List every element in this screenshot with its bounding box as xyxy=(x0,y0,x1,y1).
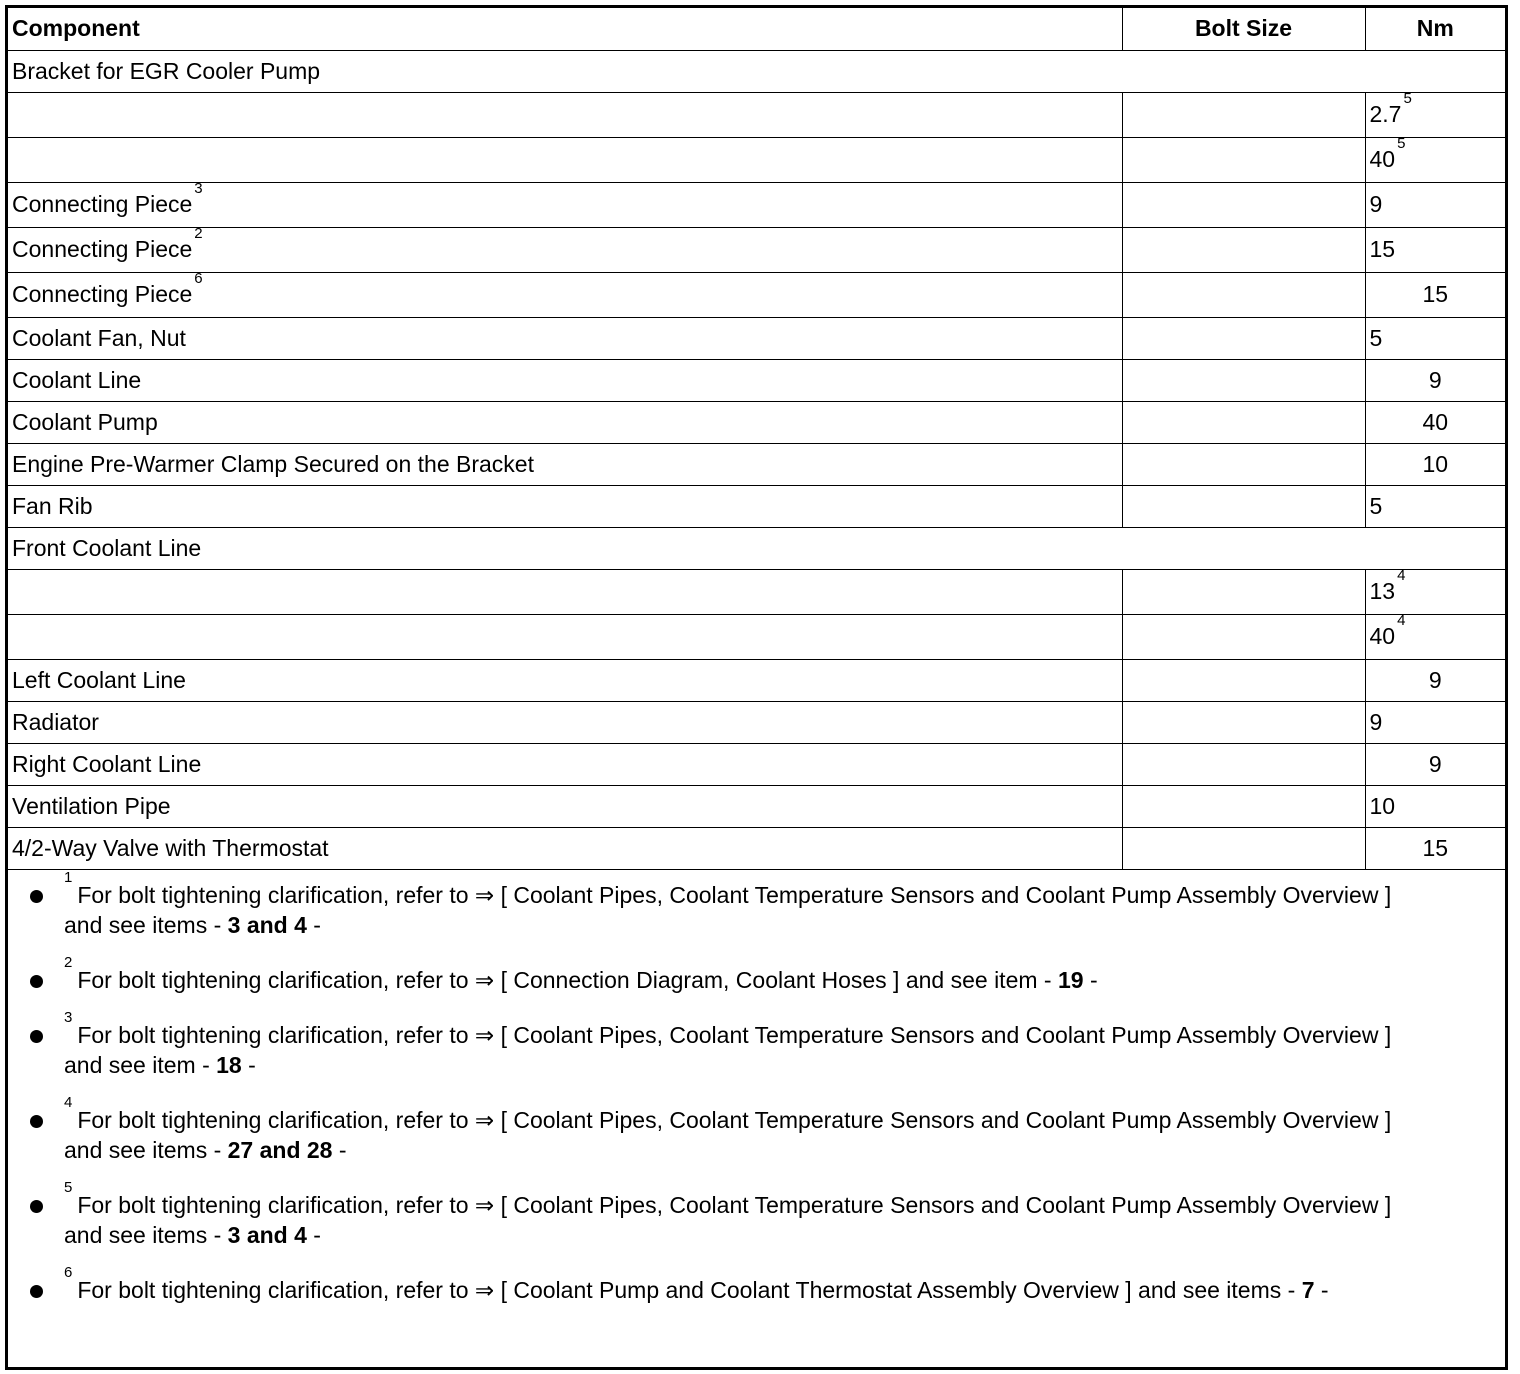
footnote-number: 2 xyxy=(64,953,73,971)
cell-bolt-size xyxy=(1122,272,1365,317)
footnote-item-ref: 27 and 28 xyxy=(227,1136,333,1163)
table-row xyxy=(8,92,1505,137)
group-label: Bracket for EGR Cooler Pump xyxy=(8,50,1505,92)
footnote-item-ref: 7 xyxy=(1301,1276,1315,1303)
footnote-ref: 4 xyxy=(1397,569,1406,584)
footnote-ref: 5 xyxy=(1403,92,1412,107)
cell-component xyxy=(8,182,1122,227)
component-text: Coolant Fan, Nut xyxy=(12,324,186,351)
footnote-ref: 5 xyxy=(1397,137,1406,152)
torque-table xyxy=(8,8,1505,870)
group-row xyxy=(8,50,1505,92)
footnote-end: - xyxy=(241,1051,256,1078)
cell-component xyxy=(8,701,1122,743)
cell-nm xyxy=(1365,182,1505,227)
nm-value: 40 xyxy=(1369,623,1396,649)
table-row xyxy=(8,443,1505,485)
footnote-number: 6 xyxy=(64,1263,73,1281)
cell-component xyxy=(8,443,1122,485)
nm-value: 15 xyxy=(1422,281,1449,307)
component-text: Connecting Piece xyxy=(12,281,193,307)
cell-nm xyxy=(1365,827,1505,869)
footnote-text: For bolt tightening clarification, refer to ⇒ [ Coolant Pipes, Coolant Temperature Sensors and Coolant Pump Assembly Overview ] and see items - xyxy=(64,1191,1392,1248)
component-text: Coolant Line xyxy=(12,366,142,393)
cell-nm xyxy=(1365,317,1505,359)
cell-component xyxy=(8,785,1122,827)
bullet-icon xyxy=(30,1030,43,1043)
group-label: Front Coolant Line xyxy=(8,527,1505,569)
nm-value: 5 xyxy=(1369,492,1383,519)
nm-value: 15 xyxy=(1369,236,1396,262)
cell-bolt-size xyxy=(1122,401,1365,443)
cell-nm xyxy=(1365,272,1505,317)
torque-spec-sheet xyxy=(5,5,1508,1370)
footnote-item-ref: 3 and 4 xyxy=(227,1221,307,1248)
bullet-icon xyxy=(30,975,43,988)
cell-nm xyxy=(1365,659,1505,701)
cell-component xyxy=(8,359,1122,401)
table-row xyxy=(8,485,1505,527)
footnote-text: For bolt tightening clarification, refer to ⇒ [ Coolant Pipes, Coolant Temperature Sensors and Coolant Pump Assembly Overview ] and see items - xyxy=(64,881,1392,938)
cell-bolt-size xyxy=(1122,743,1365,785)
cell-nm xyxy=(1365,227,1505,272)
footnote-item-ref: 3 and 4 xyxy=(227,911,307,938)
table-row xyxy=(8,569,1505,614)
cell-component xyxy=(8,614,1122,659)
component-text: Right Coolant Line xyxy=(12,750,202,777)
cell-nm xyxy=(1365,701,1505,743)
footnote-end: - xyxy=(306,911,321,938)
cell-nm xyxy=(1365,443,1505,485)
nm-value: 2.7 xyxy=(1369,101,1402,127)
component-text: Fan Rib xyxy=(12,492,93,519)
nm-value: 40 xyxy=(1369,146,1396,172)
cell-nm xyxy=(1365,401,1505,443)
footnote-text: For bolt tightening clarification, refer to ⇒ [ Coolant Pump and Coolant Thermostat Assembly Overview ] and see items - xyxy=(77,1276,1302,1303)
header-nm: Nm xyxy=(1365,8,1505,50)
footnote-end: - xyxy=(1314,1276,1329,1303)
cell-bolt-size xyxy=(1122,443,1365,485)
cell-component xyxy=(8,137,1122,182)
cell-nm xyxy=(1365,614,1505,659)
nm-value: 9 xyxy=(1428,366,1442,393)
bullet-icon xyxy=(30,890,43,903)
table-row xyxy=(8,701,1505,743)
footnote-list xyxy=(8,870,1505,1305)
cell-nm xyxy=(1365,137,1505,182)
table-row xyxy=(8,614,1505,659)
footnote-number: 4 xyxy=(64,1093,73,1111)
header-bolt-size: Bolt Size xyxy=(1122,8,1365,50)
bullet-icon xyxy=(30,1115,43,1128)
cell-nm xyxy=(1365,485,1505,527)
footnote-item xyxy=(8,1263,1505,1305)
footnote-ref: 4 xyxy=(1397,614,1406,629)
nm-value: 10 xyxy=(1369,792,1396,819)
nm-value: 13 xyxy=(1369,578,1396,604)
table-row xyxy=(8,401,1505,443)
nm-value: 40 xyxy=(1422,408,1449,435)
table-header-row xyxy=(8,8,1505,50)
bullet-icon xyxy=(30,1285,43,1298)
nm-value: 9 xyxy=(1428,666,1442,693)
nm-value: 9 xyxy=(1428,750,1442,777)
footnote-end: - xyxy=(306,1221,321,1248)
table-row xyxy=(8,827,1505,869)
footnote-ref: 2 xyxy=(194,227,203,242)
header-component: Component xyxy=(8,8,1122,50)
cell-component xyxy=(8,92,1122,137)
cell-component xyxy=(8,659,1122,701)
table-row xyxy=(8,659,1505,701)
cell-component xyxy=(8,827,1122,869)
footnote-end: - xyxy=(1083,966,1098,993)
table-row xyxy=(8,227,1505,272)
component-text: Radiator xyxy=(12,708,99,735)
footnote-text: For bolt tightening clarification, refer to ⇒ [ Connection Diagram, Coolant Hoses ] and see item - xyxy=(77,966,1058,993)
footnote-ref: 6 xyxy=(194,272,203,287)
component-text: 4/2-Way Valve with Thermostat xyxy=(12,834,329,861)
footnote-item-ref: 19 xyxy=(1057,966,1084,993)
nm-value: 15 xyxy=(1422,834,1449,861)
table-row xyxy=(8,137,1505,182)
cell-bolt-size xyxy=(1122,701,1365,743)
footnote-item xyxy=(8,1008,1505,1080)
footnote-item xyxy=(8,1178,1505,1250)
cell-bolt-size xyxy=(1122,614,1365,659)
footnote-text: For bolt tightening clarification, refer to ⇒ [ Coolant Pipes, Coolant Temperature Sensors and Coolant Pump Assembly Overview ] and see item - xyxy=(64,1021,1392,1078)
cell-bolt-size xyxy=(1122,827,1365,869)
cell-nm xyxy=(1365,359,1505,401)
cell-component xyxy=(8,272,1122,317)
component-text: Connecting Piece xyxy=(12,191,193,217)
footnote-item xyxy=(8,1093,1505,1165)
table-row xyxy=(8,182,1505,227)
footnote-number: 3 xyxy=(64,1008,73,1026)
footnote-item-ref: 18 xyxy=(216,1051,242,1078)
cell-nm xyxy=(1365,743,1505,785)
footnote-item xyxy=(8,868,1505,940)
table-row xyxy=(8,785,1505,827)
cell-nm xyxy=(1365,569,1505,614)
cell-component xyxy=(8,317,1122,359)
footnote-item xyxy=(8,953,1505,995)
nm-value: 9 xyxy=(1369,191,1383,217)
cell-component xyxy=(8,401,1122,443)
cell-bolt-size xyxy=(1122,359,1365,401)
cell-bolt-size xyxy=(1122,485,1365,527)
cell-component xyxy=(8,743,1122,785)
component-text: Ventilation Pipe xyxy=(12,792,171,819)
table-row xyxy=(8,272,1505,317)
cell-bolt-size xyxy=(1122,182,1365,227)
cell-bolt-size xyxy=(1122,785,1365,827)
bullet-icon xyxy=(30,1200,43,1213)
cell-component xyxy=(8,227,1122,272)
table-row xyxy=(8,359,1505,401)
cell-bolt-size xyxy=(1122,137,1365,182)
component-text: Left Coolant Line xyxy=(12,666,186,693)
component-text: Coolant Pump xyxy=(12,408,158,435)
table-row xyxy=(8,743,1505,785)
component-text: Engine Pre-Warmer Clamp Secured on the Bracket xyxy=(12,450,534,477)
footnote-end: - xyxy=(332,1136,347,1163)
nm-value: 5 xyxy=(1369,324,1383,351)
cell-bolt-size xyxy=(1122,92,1365,137)
cell-bolt-size xyxy=(1122,317,1365,359)
footnote-ref: 3 xyxy=(194,182,203,197)
footnote-text: For bolt tightening clarification, refer to ⇒ [ Coolant Pipes, Coolant Temperature Sensors and Coolant Pump Assembly Overview ] and see items - xyxy=(64,1106,1392,1163)
cell-nm xyxy=(1365,92,1505,137)
table-body xyxy=(8,50,1505,869)
cell-component xyxy=(8,485,1122,527)
cell-bolt-size xyxy=(1122,659,1365,701)
table-row xyxy=(8,317,1505,359)
footnote-number: 5 xyxy=(64,1178,73,1196)
group-row xyxy=(8,527,1505,569)
cell-component xyxy=(8,569,1122,614)
footnote-number: 1 xyxy=(64,868,73,886)
cell-nm xyxy=(1365,785,1505,827)
cell-bolt-size xyxy=(1122,569,1365,614)
nm-value: 9 xyxy=(1369,708,1383,735)
component-text: Connecting Piece xyxy=(12,236,193,262)
nm-value: 10 xyxy=(1422,450,1449,477)
cell-bolt-size xyxy=(1122,227,1365,272)
